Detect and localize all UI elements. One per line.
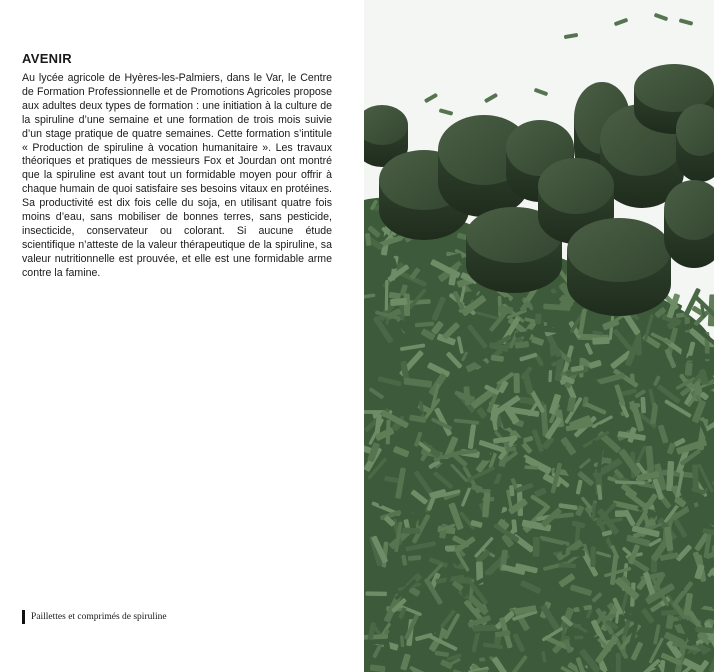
flake [640,397,646,413]
flake [692,465,699,490]
caption-marker [22,610,25,624]
tablet [676,104,714,182]
tablet [664,180,714,268]
flake [440,459,457,463]
flake [548,370,552,382]
section-heading: AVENIR [22,51,72,66]
flake [535,313,542,324]
flake [390,298,407,306]
flake [402,527,420,534]
flake [514,373,520,393]
flake [590,546,595,567]
flake [570,550,585,557]
photo-caption [22,610,167,624]
flake [685,362,693,376]
flake [404,400,410,421]
flake [615,510,627,517]
flake [505,447,516,452]
tablet-top [567,218,671,282]
flake [616,653,621,672]
tablet-top [538,158,614,214]
spirulina-photo [364,0,714,672]
flake [385,280,389,311]
flake [559,563,576,568]
flake [364,634,388,640]
flake [457,577,472,584]
tablet [567,218,671,316]
flake [533,537,540,557]
flake [365,591,386,596]
caption-text: Paillettes et comprimés de spiruline [31,612,167,622]
spirulina-photo-illustration [364,0,714,672]
flake [592,337,610,345]
article-paragraph: Au lycée agricole de Hyères-les-Palmiers, dans le Var, le Centre de Formation Professionnelle et de Promotions Agricoles propose aux adultes deux types de formation : une initiation à la culture de la spiruline d’une semaine et une formation de trois mois suivie d’un stage pratique de quatre semaines. Cette formation s’intitule « Production de spiruline à vocation humanitaire ». Les travaux théoriques et pratiques de messieurs Fox et Jourdan ont montré que la spiruline est avant tout un formidable moyen pour offrir à chaque humain de quoi satisfaire ses besoins vitaux en protéines. Sa productivité est dix fois celle du soja, en utilisant quatre fois moins d’eau, sans mobiliser de bonnes terres, sans pesticide, insecticide, conservateur ou colorant. Si aucune étude scientifique n’atteste de la valeur thérapeutique de la spiruline, sa valeur nutritionnelle est prouvée, et elle est une formidable arme contre la famine. [22,72,332,279]
